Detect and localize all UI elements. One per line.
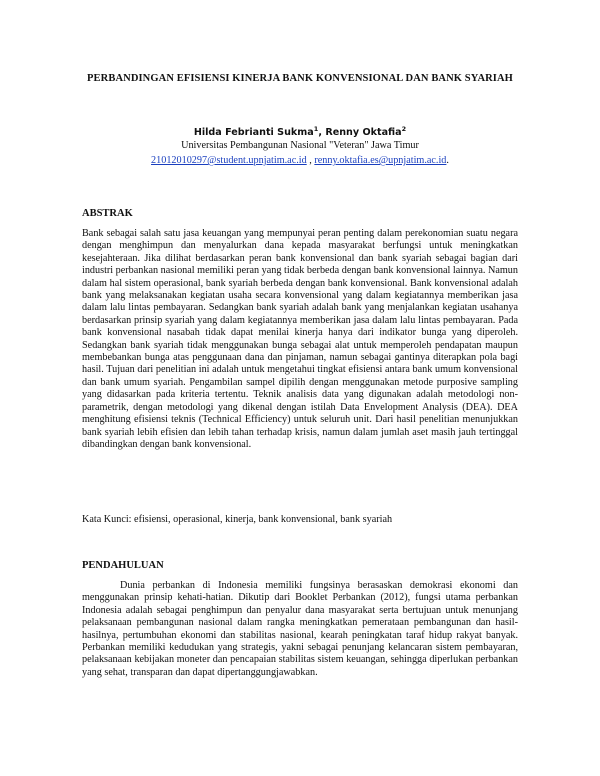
email-link-2[interactable]: renny.oktafia.es@upnjatim.ac.id [314, 155, 447, 166]
email-separator: , [306, 155, 315, 166]
author-line [80, 123, 520, 139]
keywords: Kata Kunci: efisiensi, operasional, kinerja, bank konvensional, bank syariah [82, 514, 393, 525]
abstract-body: Bank sebagai salah satu jasa keuangan yang mempunyai peran penting dalam perekonomian suatu negara dengan menghimpun dan menyalurkan dana kepada masyarakat berfungsi untuk meningkatkan kesejahteraan. Jika dilihat berdasarkan peran bank konvensional dan bank syariah sebagai bagian dari industri perbankan nasional memiliki peran yang tidak berbeda dengan bank konvensional lainnya. Namun dalam hal sistem operasional, bank syariah berbeda dengan bank konvensional. Bank konvensional adalah bank yang melaksanakan kegiatan usaha secara konvensional yang dalam kegiatannya memberikan jasa dalam lalu lintas pembayaran. Sedangkan bank syariah adalah bank yang menjalankan kegiatan usahanya berdasarkan prinsip syariah yang dalam kegiatannya memberikan jasa dalam lalu lintas pembayaran. Pada bank konvensional nasabah tidak dapat menilai kinerja hanya dari indikator bunga yang diperoleh. Sedangkan bank syariah tidak menggunakan bunga sebagai alat untuk memperoleh pendapatan maupun membebankan bunga atas penggunaan dana dan pinjaman, namun sebagai gantinya diterapkan pola bagi hasil. Tujuan dari penelitian ini adalah untuk mengetahui tingkat efisiensi antara bank umum konvensional dan bank umum syariah. Pengambilan sampel dipilih dengan menggunakan metode purposive sampling yang didasarkan pada kriteria tertentu. Teknik analisis data yang digunakan adalah metodologi non-parametrik, dengan metodologi yang dikenal dengan istilah Data Envelopment Analysis (DEA). DEA menghitung efisiensi teknis (Technical Efficiency) untuk seluruh unit. Dari hasil penelitian menunjukkan bank syariah lebih efisien dan lebih tahan terhadap krisis, namun dalam jumlah aset masih jauh tertinggal dibandingkan dengan bank konvensional. [82, 228, 518, 450]
paper-title: PERBANDINGAN EFISIENSI KINERJA BANK KONVENSIONAL DAN BANK SYARIAH [87, 73, 513, 84]
author-mark: 2 [401, 125, 407, 133]
abstract-heading: ABSTRAK [82, 208, 133, 219]
email-line [80, 154, 520, 167]
section-heading-pendahuluan: PENDAHULUAN [82, 560, 164, 571]
affiliation: Universitas Pembangunan Nasional "Veteran" Jawa Timur [181, 140, 419, 151]
email-end: . [446, 155, 449, 166]
author-mark: 1 [313, 125, 319, 133]
author-separator: , [318, 127, 326, 139]
introduction-body: Dunia perbankan di Indonesia memiliki fungsinya berasaskan demokrasi ekonomi dan menggunakan prinsip kehati-hatian. Dikutip dari Booklet Perbankan (2012), fungsi utama perbankan Indonesia adalah sebagai penghimpun dan penyalur dana masyarakat serta bertujuan untuk menunjang pelaksanaan pembangunan nasional dalam rangka meningkatkan pemerataan pembangunan dan hasil-hasilnya, pertumbuhan ekonomi dan stabilitas nasional, kearah peningkatan taraf hidup rakyat banyak. Perbankan memiliki kedudukan yang strategis, yakni sebagai penunjang kelancaran sistem pembayaran, pelaksanaan kebijakan moneter dan pencapaian stabilitas sistem keuangan, sehingga diperlukan perbankan yang sehat, transparan dan dapat dipertanggungjawabkan. [82, 580, 518, 678]
author-name: Hilda Febrianti Sukma [193, 127, 314, 139]
author-name: Renny Oktafia [325, 127, 402, 139]
email-link-1[interactable]: 21012010297@student.upnjatim.ac.id [151, 155, 307, 166]
